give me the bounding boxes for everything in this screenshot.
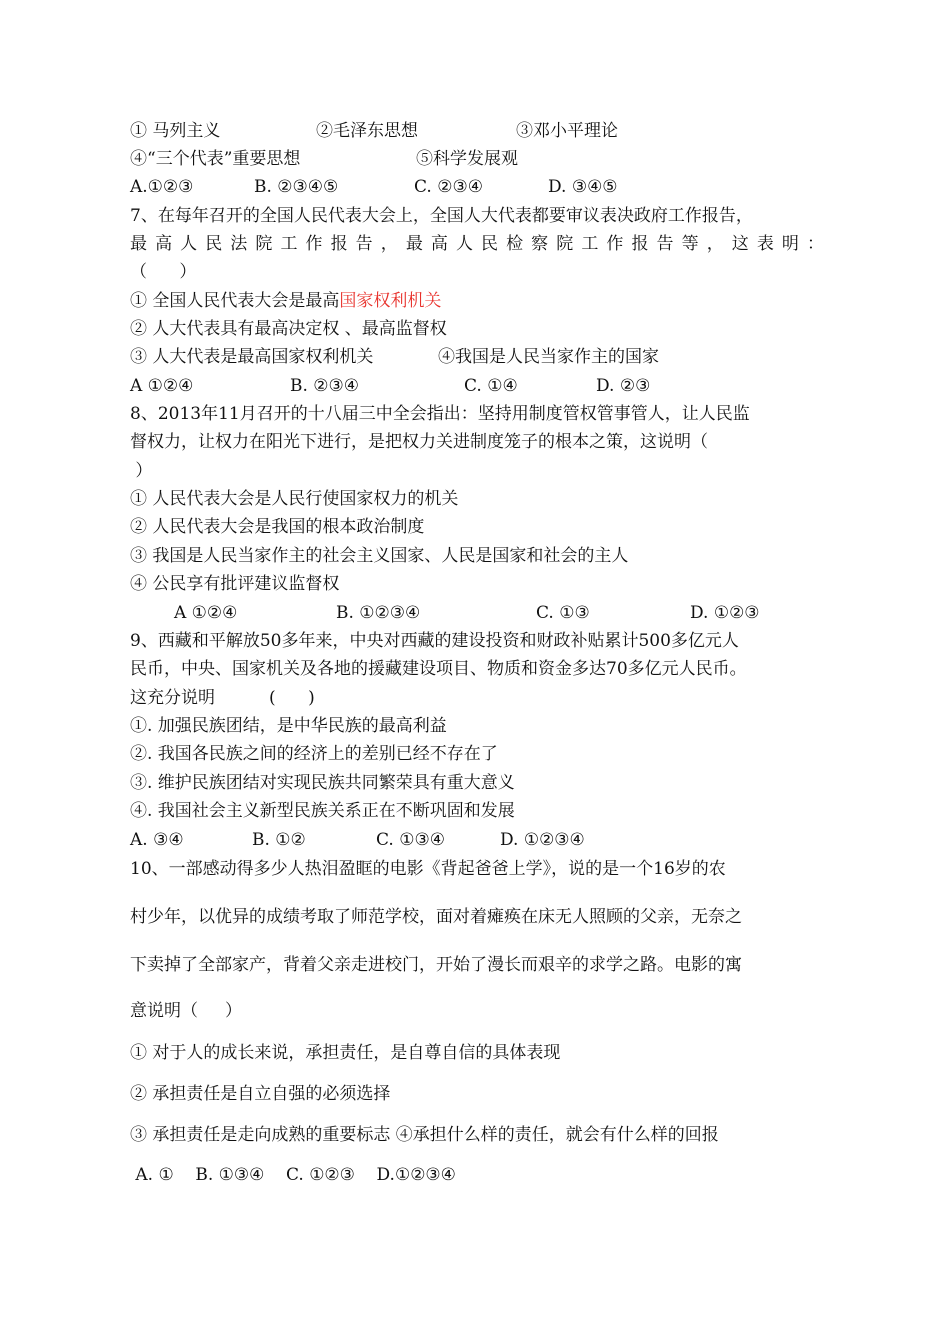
q9-statement-3: ③. 维护民族团结对实现民族共同繁荣具有重大意义	[130, 773, 515, 793]
q8-choice-d: D. ①②③	[690, 603, 760, 623]
q9-stem-line2: 民币，中央、国家机关及各地的援藏建设项目、物质和资金多达70多亿元人民币。	[130, 659, 747, 679]
q6-choice-c: C. ②③④	[414, 177, 483, 197]
q6-choices	[130, 176, 618, 198]
q7-choice-b: B. ②③④	[290, 376, 360, 396]
q7-choice-d: D. ②③	[596, 376, 651, 396]
q6-options-row1	[130, 120, 618, 142]
q8-stem-line1: 8、2013年11月召开的十八届三中全会指出：坚持用制度管权管事管人，让人民监	[130, 404, 750, 424]
q6-option-3: ③邓小平理论	[516, 121, 618, 141]
q10-statement-2: ② 承担责任是自立自强的必须选择	[130, 1084, 391, 1104]
q8-choice-a: A ①②④	[174, 603, 238, 623]
q9-choice-d: D. ①②③④	[500, 830, 585, 850]
q7-statement-1	[130, 290, 441, 312]
q9-choice-c: C. ①③④	[376, 830, 445, 850]
q6-choice-d: D. ③④⑤	[548, 177, 618, 197]
q7-statement-3: ③ 人大代表是最高国家权利机关	[130, 347, 374, 367]
q7-statement-1-text: ① 全国人民代表大会是最高	[130, 291, 340, 311]
q8-statement-4: ④ 公民享有批评建议监督权	[130, 574, 340, 594]
q8-choices	[174, 602, 760, 624]
q6-option-4: ④“三个代表”重要思想	[130, 149, 301, 169]
q7-answer-blank: （ ）	[130, 262, 197, 282]
q8-statement-3: ③ 我国是人民当家作主的社会主义国家、人民是国家和社会的主人	[130, 546, 629, 566]
q10-stem-line2: 村少年，以优异的成绩考取了师范学校，面对着瘫痪在床无人照顾的父亲，无奈之	[130, 907, 742, 927]
q7-statement-1-highlight: 国家权利机关	[339, 291, 442, 311]
q6-choice-b: B. ②③④⑤	[254, 177, 339, 197]
q7-stem-line1: 7、在每年召开的全国人民代表大会上，全国人大代表都要审议表决政府工作报告，	[130, 206, 753, 226]
q6-option-5: ⑤科学发展观	[416, 149, 518, 169]
q7-statements-3-4	[130, 346, 659, 368]
q9-statement-1: ①. 加强民族团结，是中华民族的最高利益	[130, 716, 447, 736]
q7-choices	[130, 375, 651, 397]
q10-stem-line4: 意说明（ ）	[130, 1001, 243, 1021]
q10-stem-line3: 下卖掉了全部家产，背着父亲走进校门，开始了漫长而艰辛的求学之路。电影的寓	[130, 955, 742, 975]
q10-statement-1: ① 对于人的成长来说，承担责任，是自尊自信的具体表现	[130, 1043, 561, 1063]
q6-option-1: ① 马列主义	[130, 121, 221, 141]
q8-choice-c: C. ①③	[536, 603, 590, 623]
q8-statement-2: ② 人民代表大会是我国的根本政治制度	[130, 517, 425, 537]
q6-options-row2	[130, 148, 518, 170]
q8-answer-blank: ）	[130, 461, 153, 481]
q7-choice-a: A ①②④	[130, 376, 194, 396]
q10-choices: A. ① B. ①③④ C. ①②③ D.①②③④	[130, 1165, 456, 1185]
q9-statement-2: ②. 我国各民族之间的经济上的差别已经不存在了	[130, 744, 498, 764]
q8-statement-1: ① 人民代表大会是人民行使国家权力的机关	[130, 489, 459, 509]
q7-statement-2: ② 人大代表具有最高决定权 、最高监督权	[130, 319, 447, 339]
q10-statements-3-4: ③ 承担责任是走向成熟的重要标志 ④承担什么样的责任，就会有什么样的回报	[130, 1125, 719, 1145]
q6-choice-a: A.①②③	[130, 177, 194, 197]
q7-statement-4: ④我国是人民当家作主的国家	[438, 347, 659, 367]
q6-option-2: ②毛泽东思想	[316, 121, 418, 141]
q8-choice-b: B. ①②③④	[336, 603, 421, 623]
q9-choice-a: A. ③④	[130, 830, 184, 850]
q8-stem-line2: 督权力，让权力在阳光下进行，是把权力关进制度笼子的根本之策，这说明（	[130, 432, 708, 452]
q9-statement-4: ④. 我国社会主义新型民族关系正在不断巩固和发展	[130, 801, 515, 821]
q9-stem-line3: 这充分说明 ( )	[130, 688, 315, 708]
q9-choice-b: B. ①②	[252, 830, 306, 850]
q10-stem-line1: 10、一部感动得多少人热泪盈眶的电影《背起爸爸上学》，说的是一个16岁的农	[130, 859, 726, 879]
q9-stem-line1: 9、西藏和平解放50多年来，中央对西藏的建设投资和财政补贴累计500多亿元人	[130, 631, 739, 651]
q7-choice-c: C. ①④	[464, 376, 518, 396]
q7-stem-line2: 最高人民法院工作报告，最高人民检察院工作报告等，这表明：	[130, 234, 824, 254]
q9-choices	[130, 829, 585, 851]
